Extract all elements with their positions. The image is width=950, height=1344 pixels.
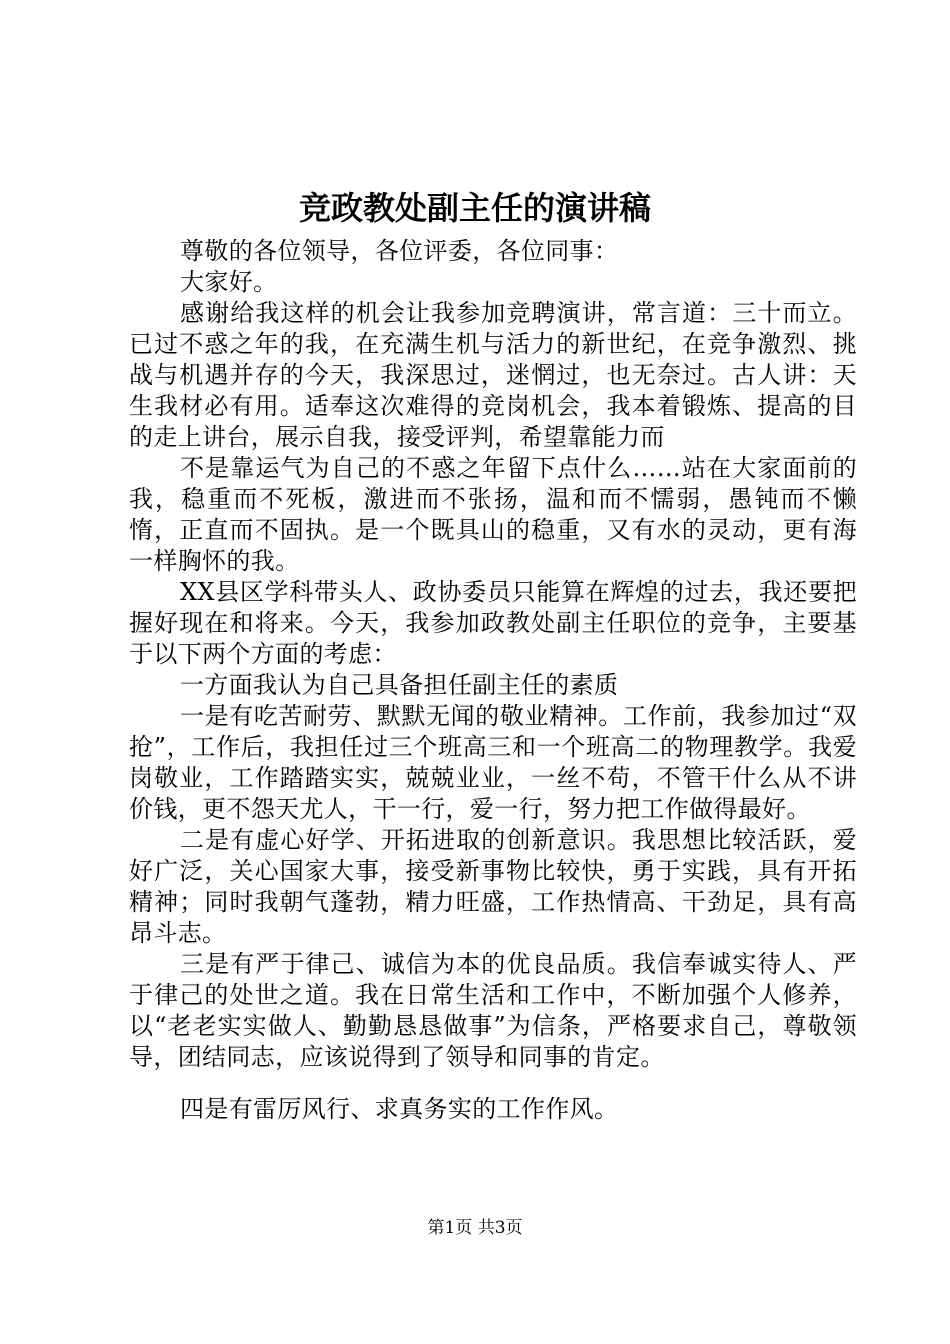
document-body: [129, 236, 857, 1125]
paragraph-qualification-heading: 一方面我认为自己具备担任副主任的素质: [180, 671, 619, 699]
paragraph-self-description: 不是靠运气为自己的不惑之年留下点什么……站在大家面前的我，稳重而不死板，激进而不张扬，温和而不懦弱，愚钝而不懒惰，正直而不固执。是一个既具山的稳重，又有水的灵动，更有海一样胸怀的我。: [129, 454, 857, 575]
paragraph-salutation: 尊敬的各位领导，各位评委，各位同事：: [180, 237, 619, 265]
paragraph-greeting: 大家好。: [180, 268, 278, 296]
page-number-footer: 第1页 共3页: [427, 1218, 523, 1238]
paragraph-intro: 感谢给我这样的机会让我参加竞聘演讲，常言道：三十而立。已过不惑之年的我，在充满生机与活力的新世纪，在竞争激烈、挑战与机遇并存的今天，我深思过，迷惘过，也无奈过。古人讲：天生我材必有用。适奉这次难得的竞岗机会，我本着锻炼、提高的目的走上讲台，展示自我，接受评判，希望靠能力而: [129, 299, 857, 451]
page-title: 竞政教处副主任的演讲稿: [298, 189, 651, 227]
paragraph-background: XX县区学科带头人、政协委员只能算在辉煌的过去，我还要把握好现在和将来。今天，我参加政教处副主任职位的竞争，主要基于以下两个方面的考虑：: [129, 578, 857, 668]
paragraph-point-one: 一是有吃苦耐劳、默默无闻的敬业精神。工作前，我参加过“双抢”，工作后，我担任过三个班高三和一个班高二的物理教学。我爱岗敬业，工作踏踏实实，兢兢业业，一丝不苟，不管干什么从不讲价钱，更不怨天尤人，干一行，爱一行，努力把工作做得最好。: [129, 702, 857, 823]
paragraph-point-four: 四是有雷厉风行、求真务实的工作作风。: [180, 1095, 619, 1123]
paragraph-point-two: 二是有虚心好学、开拓进取的创新意识。我思想比较活跃，爱好广泛，关心国家大事，接受新事物比较快，勇于实践，具有开拓精神；同时我朝气蓬勃，精力旺盛，工作热情高、干劲足，具有高昂斗志。: [129, 826, 857, 947]
paragraph-point-three: 三是有严于律己、诚信为本的优良品质。我信奉诚实待人、严于律己的处世之道。我在日常生活和工作中，不断加强个人修养，以“老老实实做人、勤勤恳恳做事”为信条，严格要求自己，尊敬领导，团结同志，应该说得到了领导和同事的肯定。: [129, 950, 857, 1071]
